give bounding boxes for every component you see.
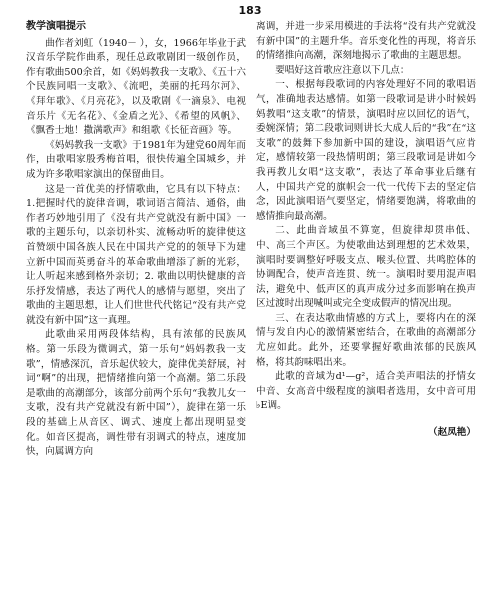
paragraph: 离调，并进一步采用模进的手法将“没有共产党就没有新中国”的主题升华。音乐变化性的再现，将音乐的情绪推向高潮，深刻地揭示了歌曲的主题思想。 <box>256 21 476 62</box>
paragraph: 曲作者刘虹（1940－ ），女，1966年毕业于武汉音乐学院作曲系，现任总政歌剧团一级创作员，作有歌曲500余首，如《妈妈教我一支歌》、《五十六个民族同唱一支歌》、《流吧，美丽的托玛尔河》、《拜年歌》、《月亮花》，以及歌剧《一滴泉》、电视音乐片《无名花》、《金盾之光》、《希望的风帆》、《飘香士地！撒满歌声》和组歌《长征音画》等。 <box>26 37 246 137</box>
paragraph: 《妈妈教我一支歌》于1981年为建党60周年而作，由歌唱家殷秀梅首唱，很快传遍全国城乡，并成为许多歌唱家演出的保留曲目。 <box>26 139 246 180</box>
paragraph: 三、在表达歌曲情感的方式上，要将内在的深情与发自内心的激情紧密结合，在歌曲的高潮部分尤应如此。此外，还要掌握好歌曲浓郁的民族风格，将其韵味唱出来。 <box>256 312 476 368</box>
paragraph: 一、根据每段歌词的内容处理好不同的歌唱语气，准确地表达感情。如第一段歌词是讲小时候妈妈教唱“这支歌”的情景，演唱时应以回忆的语气，委婉深情；第二段歌词则讲长大成人后的“我”在“这支歌”的鼓舞下参加新中国的建设，演唱语气应肯定，感情较第一段热情明朗；第三段歌词是讲如今我再教儿女唱“这支歌”，表达了革命事业后继有人，中国共产党的旗帜会一代一代传下去的坚定信念，因此演唱语气要坚定，情绪要饱满，将歌曲的感情推向最高潮。 <box>256 79 476 222</box>
section-heading: 教学演唱提示 <box>26 21 86 32</box>
paragraph: 要唱好这首歌应注意以下几点： <box>275 64 410 76</box>
left-column <box>26 20 246 460</box>
paragraph: 二、此曲音域虽不算宽，但旋律却贯串低、中、高三个声区。为使歌曲达到理想的艺术效果，演唱时要调整好呼吸支点、喉头位置、共鸣腔体的协调配合，使声音连贯、统一。演唱时要用混声唱法，避免中、低声区的真声成分过多而影响在换声区过渡时出现喊叫或完全变成假声的情况出现。 <box>256 225 476 310</box>
page-number: 183 <box>238 4 262 17</box>
author-signature: （赵凤艳） <box>428 427 476 439</box>
paragraph: 此歌曲采用两段体结构，具有浓郁的民族风格。第一乐段为微调式，第一乐句“妈妈教我一支歌”，情感深沉，音乐起伏较大，旋律优美舒展，衬词“啊”的出现，把情绪推向第一个高潮。第二乐段是歌曲的高潮部分，该部分前两个乐句“我教儿女一支歌，没有共产党就没有新中国”），旋律在第一乐段的基础上从音区、调式、速度上都出现明显变化。如音区提高，调性带有羽调式的特点，速度加快，向属调方向 <box>26 329 246 458</box>
right-column <box>256 20 476 441</box>
paragraph: 此歌的音域为d¹—g²，适合美声唱法的抒情女中音、女高音中级程度的演唱者选用，女中音可用♭E调。 <box>256 371 476 412</box>
paragraph: 这是一首优美的抒情歌曲，它具有以下特点：1.把握时代的旋律音调，歌词语言简洁、通俗，曲作者巧妙地引用了《没有共产党就没有新中国》一歌的主题乐句，以亲切朴实、流畅动听的旋律使这首赞颂中国各族人民在中国共产党的的领导下为建立新中国而英勇奋斗的革命歌曲增添了新的光彩，让人听起来感到格外亲切；2. 歌曲以明快健康的音乐抒发情感，表达了两代人的感情与愿望，突出了歌曲的主题思想，让人们世世代代铭记“没有共产党就没有新中国”这一真理。 <box>26 183 246 326</box>
